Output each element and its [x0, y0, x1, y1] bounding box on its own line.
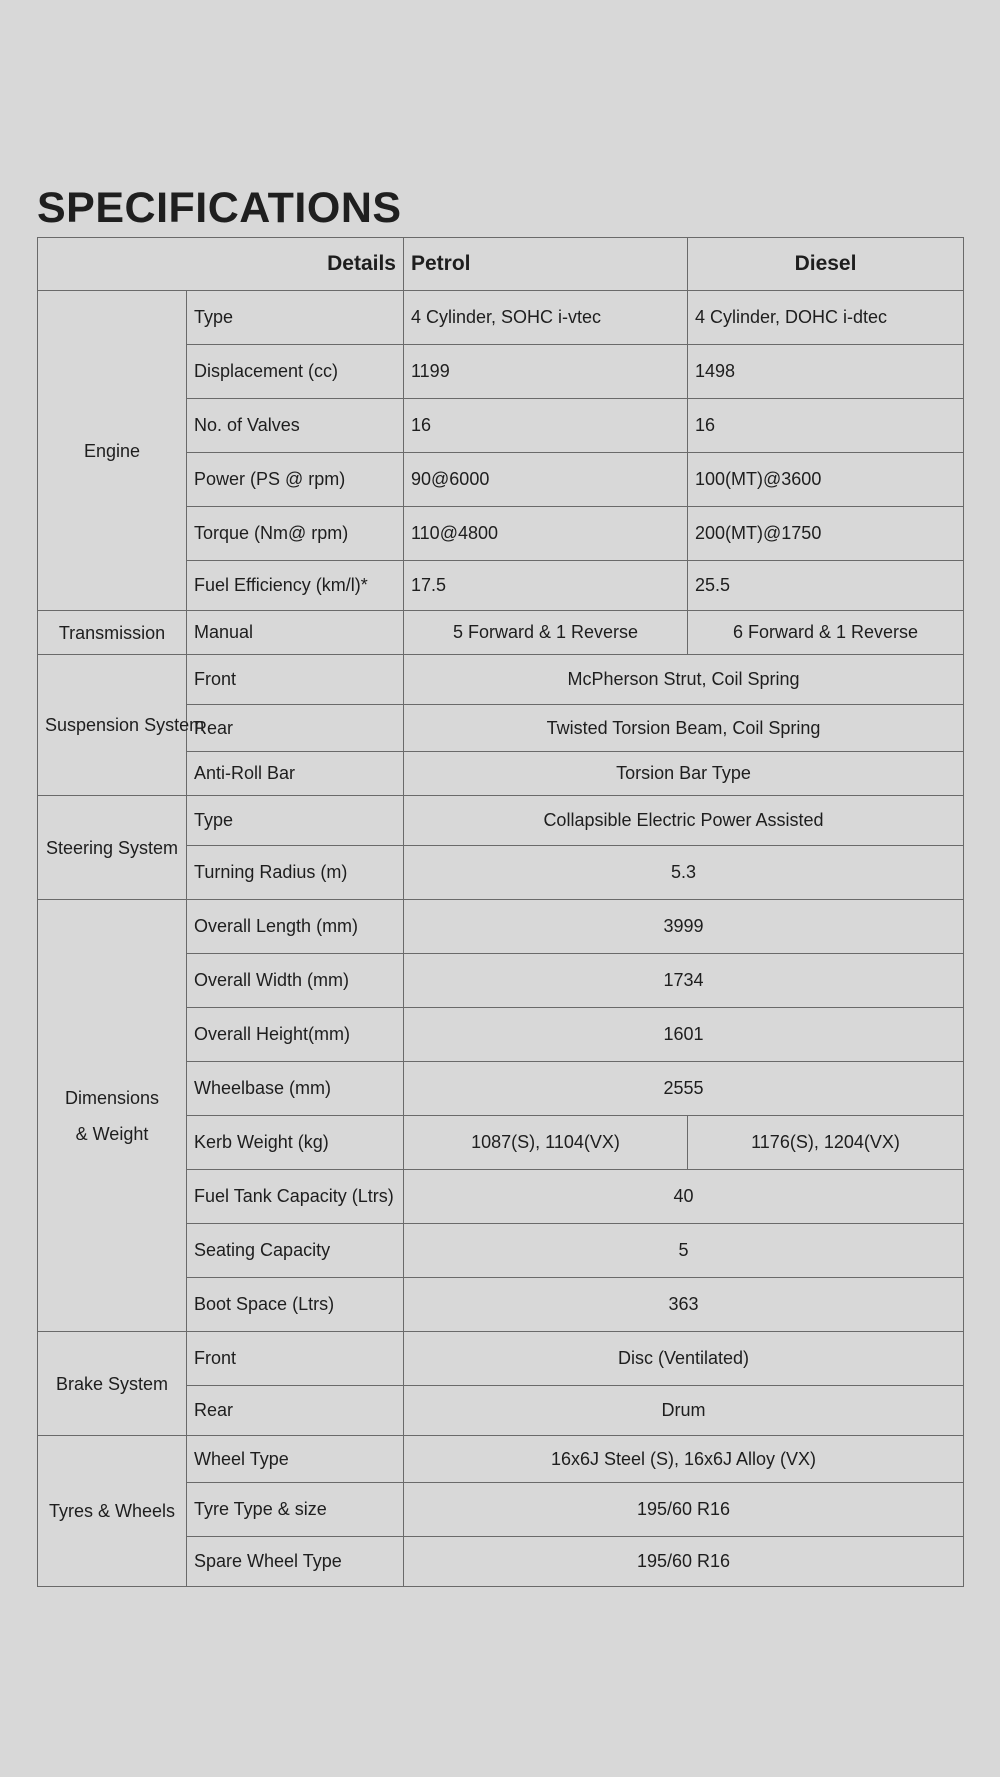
- diesel-value: 6 Forward & 1 Reverse: [688, 611, 964, 655]
- diesel-value: 4 Cylinder, DOHC i-dtec: [688, 291, 964, 345]
- param-label: Rear: [187, 705, 404, 752]
- param-label: Rear: [187, 1386, 404, 1436]
- param-label: Power (PS @ rpm): [187, 453, 404, 507]
- table-row: [38, 1436, 964, 1483]
- table-row: [38, 291, 964, 345]
- shared-value: 195/60 R16: [404, 1483, 964, 1537]
- param-label: Boot Space (Ltrs): [187, 1278, 404, 1332]
- param-label: Displacement (cc): [187, 345, 404, 399]
- table-row: [38, 611, 964, 655]
- shared-value: 5.3: [404, 846, 964, 900]
- group-label-tyres: Tyres & Wheels: [38, 1436, 187, 1587]
- shared-value: 3999: [404, 900, 964, 954]
- shared-value: 1601: [404, 1008, 964, 1062]
- petrol-value: 5 Forward & 1 Reverse: [404, 611, 688, 655]
- param-label: Tyre Type & size: [187, 1483, 404, 1537]
- shared-value: Torsion Bar Type: [404, 752, 964, 796]
- table-header-row: [38, 238, 964, 291]
- diesel-value: 1176(S), 1204(VX): [688, 1116, 964, 1170]
- petrol-value: 17.5: [404, 561, 688, 611]
- param-label: Fuel Efficiency (km/l)*: [187, 561, 404, 611]
- group-label-steering: Steering System: [38, 796, 187, 900]
- group-label-dimensions-line2: & Weight: [75, 1123, 149, 1144]
- shared-value: 1734: [404, 954, 964, 1008]
- shared-value: 363: [404, 1278, 964, 1332]
- param-label: No. of Valves: [187, 399, 404, 453]
- table-row: [38, 655, 964, 705]
- group-label-brake: Brake System: [38, 1332, 187, 1436]
- param-label: Manual: [187, 611, 404, 655]
- petrol-value: 1087(S), 1104(VX): [404, 1116, 688, 1170]
- param-label: Type: [187, 796, 404, 846]
- shared-value: 40: [404, 1170, 964, 1224]
- diesel-value: 1498: [688, 345, 964, 399]
- shared-value: 2555: [404, 1062, 964, 1116]
- group-label-dimensions: [38, 900, 187, 1332]
- petrol-value: 16: [404, 399, 688, 453]
- group-label-engine: Engine: [38, 291, 187, 611]
- diesel-value: 200(MT)@1750: [688, 507, 964, 561]
- shared-value: 5: [404, 1224, 964, 1278]
- table-row: [38, 900, 964, 954]
- petrol-value: 110@4800: [404, 507, 688, 561]
- group-label-transmission: Transmission: [38, 611, 187, 655]
- param-label: Seating Capacity: [187, 1224, 404, 1278]
- diesel-value: 25.5: [688, 561, 964, 611]
- group-label-suspension: Suspension System: [38, 655, 187, 796]
- table-row: [38, 1332, 964, 1386]
- shared-value: 195/60 R16: [404, 1537, 964, 1587]
- header-diesel: Diesel: [688, 238, 964, 291]
- param-label: Overall Height(mm): [187, 1008, 404, 1062]
- shared-value: Drum: [404, 1386, 964, 1436]
- param-label: Wheel Type: [187, 1436, 404, 1483]
- petrol-value: 1199: [404, 345, 688, 399]
- petrol-value: 4 Cylinder, SOHC i-vtec: [404, 291, 688, 345]
- param-label: Kerb Weight (kg): [187, 1116, 404, 1170]
- group-label-dimensions-line1: Dimensions: [64, 1087, 160, 1108]
- header-petrol: Petrol: [404, 238, 688, 291]
- petrol-value: 90@6000: [404, 453, 688, 507]
- diesel-value: 16: [688, 399, 964, 453]
- param-label: Front: [187, 655, 404, 705]
- param-label: Wheelbase (mm): [187, 1062, 404, 1116]
- shared-value: Collapsible Electric Power Assisted: [404, 796, 964, 846]
- param-label: Anti-Roll Bar: [187, 752, 404, 796]
- diesel-value: 100(MT)@3600: [688, 453, 964, 507]
- shared-value: 16x6J Steel (S), 16x6J Alloy (VX): [404, 1436, 964, 1483]
- param-label: Front: [187, 1332, 404, 1386]
- param-label: Spare Wheel Type: [187, 1537, 404, 1587]
- param-label: Overall Length (mm): [187, 900, 404, 954]
- param-label: Turning Radius (m): [187, 846, 404, 900]
- param-label: Overall Width (mm): [187, 954, 404, 1008]
- param-label: Torque (Nm@ rpm): [187, 507, 404, 561]
- table-row: [38, 796, 964, 846]
- specifications-table: [37, 237, 964, 1587]
- param-label: Type: [187, 291, 404, 345]
- shared-value: Disc (Ventilated): [404, 1332, 964, 1386]
- header-details: Details: [38, 238, 404, 291]
- shared-value: Twisted Torsion Beam, Coil Spring: [404, 705, 964, 752]
- shared-value: McPherson Strut, Coil Spring: [404, 655, 964, 705]
- param-label: Fuel Tank Capacity (Ltrs): [187, 1170, 404, 1224]
- page-title: SPECIFICATIONS: [37, 184, 402, 232]
